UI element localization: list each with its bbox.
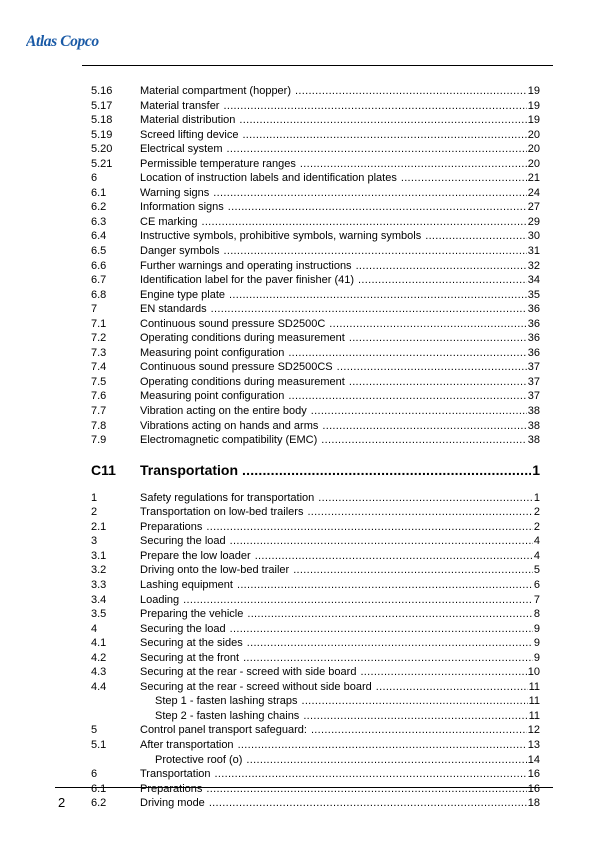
- toc-entry[interactable]: [91, 622, 540, 637]
- dot-leader: [247, 607, 533, 622]
- toc-entry[interactable]: [91, 505, 540, 520]
- toc-entry[interactable]: [91, 593, 540, 608]
- dot-leader: [206, 520, 533, 535]
- toc-entry-number: 7.1: [91, 317, 107, 330]
- toc-entry[interactable]: [91, 607, 540, 622]
- dot-leader: [349, 331, 527, 346]
- dot-leader: [247, 636, 533, 651]
- toc-entry-title: Location of instruction labels and identification plates: [140, 172, 397, 185]
- toc-entry-number: 3: [91, 535, 98, 548]
- toc-entry[interactable]: [91, 636, 540, 651]
- toc-entry-number: 5.21: [91, 157, 113, 170]
- toc-entry[interactable]: [91, 680, 540, 695]
- toc-entry-number: 6.3: [91, 215, 107, 228]
- toc-entry[interactable]: [91, 738, 540, 753]
- toc-entry-number: 5: [91, 724, 98, 737]
- toc-entry-title: Permissible temperature ranges: [140, 157, 296, 170]
- toc-entry-page: 5: [533, 564, 540, 577]
- dot-leader: [242, 459, 531, 481]
- dot-leader: [211, 302, 527, 317]
- toc-entry-title: Material transfer: [140, 99, 220, 112]
- dot-leader: [288, 389, 526, 404]
- toc-entry-title: Securing at the sides: [140, 637, 243, 650]
- toc-entry-page: 27: [527, 201, 540, 214]
- toc-entry-title: Preparations: [140, 520, 203, 533]
- toc-entry-number: 4.3: [91, 666, 107, 679]
- toc-entry-page: 20: [527, 157, 540, 170]
- chapter-page: 1: [532, 461, 540, 478]
- toc-entry-title: Transportation on low-bed trailers: [140, 506, 304, 519]
- toc-entry[interactable]: [91, 549, 540, 564]
- toc-entry[interactable]: [91, 229, 540, 244]
- toc-entry-title: Information signs: [140, 201, 224, 214]
- chapter-number: C11: [91, 461, 116, 478]
- toc-entry-number: 3.2: [91, 564, 107, 577]
- toc-entry[interactable]: [91, 99, 540, 114]
- toc-entry-number: 6.2: [91, 201, 107, 214]
- toc-entry-page: 36: [527, 303, 540, 316]
- header-rule: [82, 65, 553, 66]
- toc-entry-number: 6: [91, 172, 98, 185]
- toc-entry-page: 4: [533, 549, 540, 562]
- toc-entry[interactable]: [91, 128, 540, 143]
- toc-entry-number: 7.8: [91, 419, 107, 432]
- toc-entry-page: 16: [527, 768, 540, 781]
- toc-entry-title: Lashing equipment: [140, 578, 233, 591]
- toc-entry-page: 29: [527, 215, 540, 228]
- toc-entry[interactable]: [91, 346, 540, 361]
- table-of-contents: [91, 84, 540, 811]
- toc-entry-title: Continuous sound pressure SD2500C: [140, 317, 326, 330]
- toc-entry-number: 7.6: [91, 390, 107, 403]
- toc-entry-number: 2.1: [91, 520, 107, 533]
- toc-entry-number: 7.4: [91, 361, 107, 374]
- toc-entry-page: 9: [533, 651, 540, 664]
- toc-entry-number: 5.1: [91, 738, 107, 751]
- toc-entry-title: Further warnings and operating instructions: [140, 259, 352, 272]
- toc-entry-number: 5.17: [91, 99, 113, 112]
- toc-entry-number: 3.5: [91, 608, 107, 621]
- dot-leader: [255, 549, 533, 564]
- toc-entry-page: 30: [527, 230, 540, 243]
- toc-entry-page: 37: [527, 390, 540, 403]
- toc-entry[interactable]: [91, 651, 540, 666]
- toc-entry[interactable]: [91, 113, 540, 128]
- toc-entry[interactable]: [91, 171, 540, 186]
- toc-entry[interactable]: [91, 302, 540, 317]
- dot-leader: [246, 753, 526, 768]
- dot-leader: [329, 317, 526, 332]
- dot-leader: [360, 665, 526, 680]
- toc-entry-title: Continuous sound pressure SD2500CS: [140, 361, 333, 374]
- toc-entry-title: CE marking: [140, 215, 198, 228]
- toc-entry-page: 9: [533, 622, 540, 635]
- toc-entry-page: 4: [533, 535, 540, 548]
- toc-entry-title: Prepare the low loader: [140, 549, 251, 562]
- toc-entry-title: After transportation: [140, 738, 234, 751]
- toc-entry[interactable]: [91, 200, 540, 215]
- toc-entry-page: 18: [527, 797, 540, 810]
- toc-entry-page: 11: [528, 680, 540, 693]
- toc-entry[interactable]: [91, 694, 540, 709]
- toc-entry-page: 38: [527, 434, 540, 447]
- toc-entry[interactable]: [91, 534, 540, 549]
- toc-entry-page: 19: [527, 114, 540, 127]
- dot-leader: [311, 723, 527, 738]
- toc-entry-number: 5.16: [91, 85, 113, 97]
- toc-entry-title: Driving onto the low-bed trailer: [140, 564, 290, 577]
- toc-entry-title: Vibration acting on the entire body: [140, 405, 307, 418]
- toc-entry-title: Driving mode: [140, 797, 205, 810]
- toc-entry[interactable]: [91, 215, 540, 230]
- chapter-title: Transportation: [140, 461, 239, 478]
- toc-entry-page: 34: [527, 274, 540, 287]
- toc-entry[interactable]: [91, 782, 540, 797]
- dot-leader: [239, 113, 526, 128]
- dot-leader: [321, 433, 526, 448]
- dot-leader: [215, 767, 527, 782]
- toc-entry[interactable]: [91, 578, 540, 593]
- toc-entry-page: 31: [527, 245, 540, 258]
- toc-entry-title: Material compartment (hopper): [140, 85, 292, 97]
- toc-entry[interactable]: [91, 389, 540, 404]
- toc-entry-number: 3.3: [91, 578, 107, 591]
- toc-entry-page: 9: [533, 637, 540, 650]
- toc-entry-title: Identification label for the paver finisher (41): [140, 274, 355, 287]
- dot-leader: [425, 229, 527, 244]
- toc-entry-page: 19: [527, 99, 540, 112]
- toc-entry[interactable]: [91, 433, 540, 448]
- toc-entry-title: Danger symbols: [140, 245, 220, 258]
- chapter-heading[interactable]: [91, 459, 540, 481]
- toc-entry-title: Safety regulations for transportation: [140, 491, 315, 504]
- dot-leader: [318, 491, 533, 506]
- toc-entry-page: 37: [527, 361, 540, 374]
- toc-entry[interactable]: [91, 259, 540, 274]
- toc-entry-number: 3.4: [91, 593, 107, 606]
- dot-leader: [237, 578, 533, 593]
- toc-entry-page: 36: [527, 317, 540, 330]
- toc-entry-title: Transportation: [140, 768, 211, 781]
- toc-entry[interactable]: [91, 244, 540, 259]
- toc-entry-page: 8: [533, 608, 540, 621]
- dot-leader: [223, 244, 526, 259]
- dot-leader: [223, 99, 526, 114]
- toc-entry-title: Electrical system: [140, 143, 223, 156]
- toc-entry[interactable]: [91, 317, 540, 332]
- toc-entry-number: 5.19: [91, 128, 113, 141]
- toc-entry-page: 14: [527, 753, 540, 766]
- toc-entry-title: Screed lifting device: [140, 128, 239, 141]
- toc-entry[interactable]: [91, 273, 540, 288]
- toc-entry-title: Control panel transport safeguard:: [140, 724, 307, 737]
- dot-leader: [227, 142, 527, 157]
- toc-entry-page: 2: [533, 506, 540, 519]
- toc-entry-page: 2: [533, 520, 540, 533]
- dot-leader: [243, 651, 533, 666]
- toc-entry-title: Engine type plate: [140, 288, 226, 301]
- toc-entry-number: 6.1: [91, 186, 107, 199]
- toc-entry-number: 6.4: [91, 230, 107, 243]
- toc-entry[interactable]: [91, 709, 540, 724]
- toc-entry-number: 4.1: [91, 637, 107, 650]
- toc-entry-number: 6.5: [91, 245, 107, 258]
- toc-entry-number: 2: [91, 506, 98, 519]
- dot-leader: [213, 186, 526, 201]
- toc-entry-page: 20: [527, 143, 540, 156]
- toc-entry-title: EN standards: [140, 303, 207, 316]
- toc-entry-title: Protective roof (o): [155, 753, 243, 766]
- toc-entry[interactable]: [91, 360, 540, 375]
- toc-entry-page: 38: [527, 405, 540, 418]
- dot-leader: [293, 563, 533, 578]
- toc-entry-page: 21: [527, 172, 540, 185]
- page-number: 2: [58, 795, 66, 810]
- toc-entry-title: Measuring point configuration: [140, 346, 285, 359]
- toc-entry-page: 20: [527, 128, 540, 141]
- toc-entry-title: Securing the load: [140, 535, 226, 548]
- dot-leader: [358, 273, 527, 288]
- toc-entry-number: 6.1: [91, 782, 107, 795]
- dot-leader: [401, 171, 527, 186]
- dot-leader: [311, 404, 527, 419]
- toc-entry-title: Securing at the front: [140, 651, 240, 664]
- toc-entry-page: 35: [527, 288, 540, 301]
- toc-entry-title: Operating conditions during measurement: [140, 332, 345, 345]
- toc-entry-page: 36: [527, 332, 540, 345]
- toc-entry-page: 11: [528, 709, 540, 722]
- dot-leader: [230, 534, 533, 549]
- toc-entry-number: 6.8: [91, 288, 107, 301]
- toc-entry-number: 6.2: [91, 797, 107, 810]
- toc-entry-title: Securing at the rear - screed without side board: [140, 680, 372, 693]
- toc-entry-page: 11: [528, 695, 540, 708]
- toc-entry-number: 6: [91, 768, 98, 781]
- toc-entry-number: 4.2: [91, 651, 107, 664]
- dot-leader: [349, 375, 527, 390]
- dot-leader: [301, 694, 527, 709]
- dot-leader: [322, 419, 526, 434]
- toc-entry-page: 12: [527, 724, 540, 737]
- toc-entry-title: Warning signs: [140, 186, 210, 199]
- toc-entry[interactable]: [91, 142, 540, 157]
- toc-entry-number: 4.4: [91, 680, 107, 693]
- footer-rule: [55, 787, 553, 788]
- toc-entry[interactable]: [91, 520, 540, 535]
- dot-leader: [356, 259, 527, 274]
- dot-leader: [376, 680, 528, 695]
- toc-entry-number: 5.20: [91, 143, 113, 156]
- toc-entry-page: 19: [527, 85, 540, 97]
- toc-entry-title: Loading: [140, 593, 180, 606]
- dot-leader: [307, 505, 532, 520]
- toc-entry-page: 7: [533, 593, 540, 606]
- dot-leader: [228, 200, 527, 215]
- toc-entry-title: Step 2 - fasten lashing chains: [155, 709, 300, 722]
- dot-leader: [201, 215, 526, 230]
- toc-entry-number: 4: [91, 622, 98, 635]
- toc-entry[interactable]: [91, 331, 540, 346]
- toc-entry-page: 10: [527, 666, 540, 679]
- toc-entry-page: 37: [527, 375, 540, 388]
- toc-entry[interactable]: [91, 404, 540, 419]
- toc-entry-title: Securing at the rear - screed with side board: [140, 666, 357, 679]
- toc-entry-number: 6.7: [91, 274, 107, 287]
- toc-entry-title: Securing the load: [140, 622, 226, 635]
- dot-leader: [183, 593, 533, 608]
- toc-entry-title: Preparing the vehicle: [140, 608, 244, 621]
- toc-entry-page: 32: [527, 259, 540, 272]
- dot-leader: [242, 128, 526, 143]
- toc-entry-page: 13: [527, 738, 540, 751]
- toc-entry-page: 38: [527, 419, 540, 432]
- toc-entry[interactable]: [91, 186, 540, 201]
- dot-leader: [230, 622, 533, 637]
- toc-entry[interactable]: [91, 753, 540, 768]
- toc-entry-title: Step 1 - fasten lashing straps: [155, 695, 298, 708]
- toc-entry-title: Vibrations acting on hands and arms: [140, 419, 319, 432]
- toc-entry-title: Material distribution: [140, 114, 236, 127]
- toc-entry-number: 7.3: [91, 346, 107, 359]
- toc-entry[interactable]: [91, 375, 540, 390]
- toc-group-chapter-11: [91, 491, 540, 811]
- dot-leader: [337, 360, 527, 375]
- toc-entry[interactable]: [91, 563, 540, 578]
- dot-leader: [303, 709, 527, 724]
- toc-group-chapter-10: [91, 84, 540, 448]
- toc-entry-number: 7: [91, 303, 98, 316]
- toc-entry[interactable]: [91, 157, 540, 172]
- toc-entry[interactable]: [91, 84, 540, 99]
- dot-leader: [206, 782, 526, 797]
- toc-entry-number: 7.5: [91, 375, 107, 388]
- dot-leader: [300, 157, 527, 172]
- dot-leader: [229, 288, 527, 303]
- toc-entry-title: Operating conditions during measurement: [140, 375, 345, 388]
- toc-entry-number: 5.18: [91, 114, 113, 127]
- toc-entry-page: 36: [527, 346, 540, 359]
- toc-entry-number: 7.7: [91, 405, 107, 418]
- toc-entry-title: Preparations: [140, 782, 203, 795]
- dot-leader: [209, 796, 527, 811]
- toc-entry-page: 16: [527, 782, 540, 795]
- toc-entry-title: Instructive symbols, prohibitive symbols, warning symbols: [140, 230, 422, 243]
- toc-entry-title: Measuring point configuration: [140, 390, 285, 403]
- dot-leader: [295, 84, 527, 99]
- toc-entry-number: 3.1: [91, 549, 107, 562]
- atlas-copco-logo: [26, 26, 116, 56]
- toc-entry[interactable]: [91, 419, 540, 434]
- toc-entry-page: 24: [527, 186, 540, 199]
- toc-entry[interactable]: [91, 491, 540, 506]
- toc-entry-page: 1: [533, 491, 540, 504]
- toc-entry-number: 1: [91, 491, 98, 504]
- toc-entry-number: 6.6: [91, 259, 107, 272]
- dot-leader: [238, 738, 527, 753]
- toc-entry[interactable]: [91, 796, 540, 811]
- toc-entry-page: 6: [533, 578, 540, 591]
- svg-text:Atlas Copco: Atlas Copco: [26, 33, 99, 50]
- dot-leader: [288, 346, 526, 361]
- toc-entry[interactable]: [91, 723, 540, 738]
- toc-entry-number: 7.2: [91, 332, 107, 345]
- toc-entry-title: Electromagnetic compatibility (EMC): [140, 434, 318, 447]
- toc-entry[interactable]: [91, 665, 540, 680]
- toc-entry[interactable]: [91, 288, 540, 303]
- toc-entry[interactable]: [91, 767, 540, 782]
- toc-entry-number: 7.9: [91, 434, 107, 447]
